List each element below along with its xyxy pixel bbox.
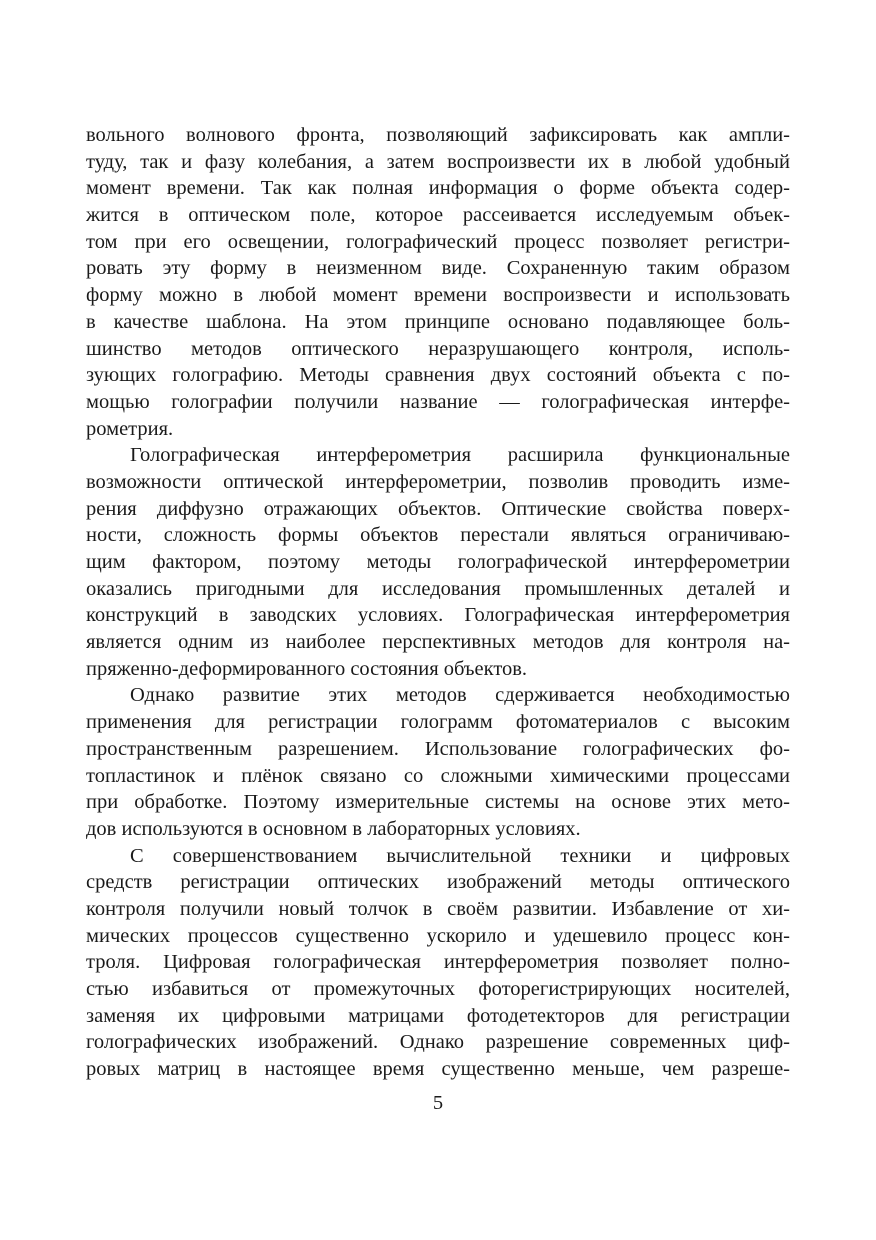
text-line: шинство методов оптического неразрушающего контроля, исполь- (86, 337, 790, 360)
text-line: ровых матриц в настоящее время существенно меньше, чем разреше- (86, 1058, 790, 1081)
text-line: заменяя их цифровыми матрицами фотодетекторов для регистрации (86, 1004, 790, 1027)
text-line: пряженно-деформированного состояния объектов. (86, 657, 528, 680)
text-line: Голографическая интерферометрия расширила функциональные (130, 444, 790, 467)
text-line: средств регистрации оптических изображений методы оптического (86, 871, 790, 894)
text-line: дов используются в основном в лабораторных условиях. (86, 817, 581, 840)
text-line: при обработке. Поэтому измерительные системы на основе этих мето- (86, 791, 790, 814)
text-line: контроля получили новый толчок в своём развитии. Избавление от хи- (86, 897, 790, 920)
text-line: топластинок и плёнок связано со сложными химическими процессами (86, 764, 790, 787)
text-line: жится в оптическом поле, которое рассеивается исследуемым объек- (86, 204, 790, 227)
text-line: рометрия. (86, 417, 174, 440)
text-line: ности, сложность формы объектов перестали являться ограничиваю- (86, 524, 790, 547)
paragraph (86, 442, 790, 682)
paragraph (86, 122, 790, 442)
text-line: С совершенствованием вычислительной техники и цифровых (130, 844, 790, 867)
page-number: 5 (432, 1092, 444, 1114)
text-line: момент времени. Так как полная информация о форме объекта содер- (86, 177, 790, 200)
text-line: троля. Цифровая голографическая интерферометрия позволяет полно- (86, 951, 790, 974)
text-line: стью избавиться от промежуточных фоторегистрирующих носителей, (86, 978, 790, 1000)
paragraph (86, 843, 790, 1083)
text-line: мощью голографии получили название — голографическая интерфе- (86, 390, 790, 413)
text-line: возможности оптической интерферометрии, позволив проводить изме- (86, 470, 790, 493)
text-line: пространственным разрешением. Использование голографических фо- (86, 737, 790, 760)
text-line: том при его освещении, голографический процесс позволяет регистри- (86, 230, 790, 253)
text-line: оказались пригодными для исследования промышленных деталей и (86, 577, 790, 600)
paragraph (86, 682, 790, 842)
text-line: применения для регистрации голограмм фотоматериалов с высоким (86, 711, 790, 734)
text-line: щим фактором, поэтому методы голографической интерферометрии (86, 551, 790, 573)
text-line: форму можно в любой момент времени воспроизвести и использовать (86, 284, 790, 307)
text-line: конструкций в заводских условиях. Голографическая интерферометрия (86, 604, 790, 627)
text-line: вольного волнового фронта, позволяющий зафиксировать как ампли- (86, 124, 790, 146)
text-line: голографических изображений. Однако разрешение современных циф- (86, 1031, 790, 1054)
text-line: зующих голографию. Методы сравнения двух состояний объекта с по- (86, 364, 790, 387)
text-line: рения диффузно отражающих объектов. Оптические свойства поверх- (86, 497, 790, 520)
text-line: является одним из наиболее перспективных методов для контроля на- (86, 631, 790, 654)
text-line: ровать эту форму в неизменном виде. Сохраненную таким образом (86, 257, 790, 280)
text-line: туду, так и фазу колебания, а затем воспроизвести их в любой удобный (86, 150, 790, 173)
body-text (86, 122, 790, 1083)
text-line: Однако развитие этих методов сдерживается необходимостью (130, 684, 790, 707)
text-line: в качестве шаблона. На этом принципе основано подавляющее боль- (86, 310, 790, 333)
text-line: мических процессов существенно ускорило и удешевило процесс кон- (86, 924, 790, 947)
